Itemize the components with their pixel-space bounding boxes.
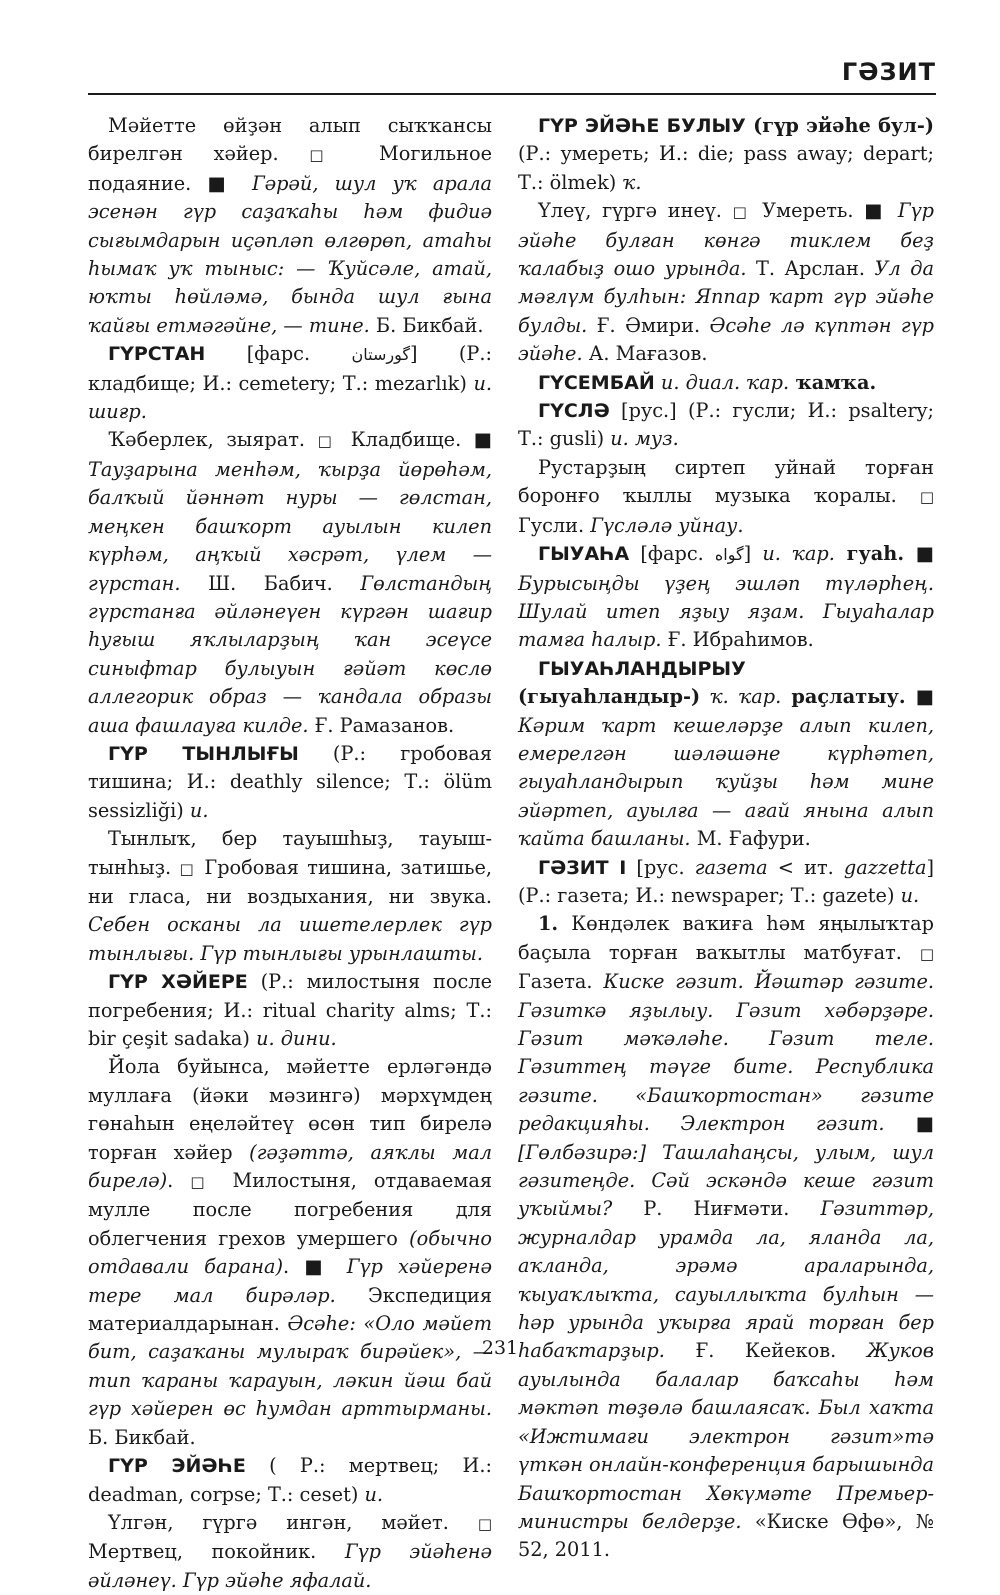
text-run: и. диал. ҡар. <box>654 370 790 394</box>
text-run: Гробовая тишина, затишье, ни гласа, ни воздыхания, ни звука. <box>88 855 492 908</box>
text-run: и. <box>364 1482 384 1506</box>
text-run: Газета. <box>518 970 604 994</box>
text-run: (Р.: милостыня после погребения; И.: ritual charity alms; Т.: bir çeşit sadaka) <box>88 970 492 1050</box>
headword: ГЫУАҺА <box>538 543 630 566</box>
text-run: Киске гәзит. Йәштәр гәзите. Гәзиткә яҙылыу. Гәзит хәбәрҙәре. Гәзит мәҡәләһе. Гәзит теле. Гәзиттең тәүге бите. Республика гәзите. «Башҡортостан» гәзите редакцияһы. Электрон гәзит. <box>518 970 934 1136</box>
running-head: ГӘЗИТ <box>841 58 936 86</box>
text-run: Ҡәберлек, зыярат. <box>108 428 318 452</box>
text-run: и. дини. <box>256 1027 337 1050</box>
dictionary-entry <box>518 540 934 655</box>
marker-icon: ■ <box>473 428 492 452</box>
text-run: и. <box>189 798 209 822</box>
text-run: [рус. <box>626 855 695 879</box>
text-run: и. муз. <box>610 427 679 451</box>
text-run: ] (Р.: газета; И.: newspaper; Т.: gazete) <box>518 855 934 907</box>
text-run: . <box>167 1169 191 1193</box>
text-run: Жуков ауылында балалар баҡсаһы һәм мәктәп төҙөлә башлаясаҡ. Был хаҡта «Ижтимағи электрон гәзит»тә үткән онлайн-конференция барышында Башҡортостан Хөкүмәте Премьер-министры белдерҙе. <box>518 1339 934 1533</box>
text-run: Гүр эйәһенә әйләнеү. Гүр эйәһе яфалай. <box>88 1540 492 1592</box>
entry-paragraph <box>518 910 934 1564</box>
text-run: [рус.] (Р.: гусли; И.: psaltery; Т.: gusli) <box>518 399 934 451</box>
headword: ГҮР ЭЙӘҺЕ БУЛЫУ <box>538 115 746 137</box>
marker-icon: ■ <box>905 685 934 709</box>
text-run: Милостыня, отдаваемая мулле после погребения для облегчения грехов умершего <box>88 1169 492 1250</box>
dictionary-entry <box>518 854 934 911</box>
text-run: Гәрәй, шул уҡ арала эсенән гүр саҙаҡаһы һәм фидиә сығымдарын иҫәпләп өлгөрөп, атаһы һымаҡ уҡ тыныс: — Ҡуйсәле, атай, юҡты һөйләмә, бында шул ғына ҡайғы етмәгәйне, — тине. <box>88 171 492 337</box>
left-column <box>88 112 492 1595</box>
text-run: Гүр хәйеренә тере мал бирәләр. <box>88 1255 493 1307</box>
text-run: ] (Р.: кладбище; И.: cemetery; Т.: mezarlık) <box>88 342 492 395</box>
text-run: گورستان <box>351 345 410 365</box>
text-run: Тынлыҡ, бер тауышһыҙ, тауыш-тынһыҙ. <box>88 827 492 879</box>
text-run: Экспедиция материалдарынан. <box>88 1283 492 1336</box>
text-run: и. <box>900 883 920 907</box>
header-rule <box>88 93 936 95</box>
text-run: Ул да мәғлүм булһын: Яппар ҡарт гүр эйәһе булды. <box>518 257 935 337</box>
text-run: (гүр эйәһе бул-) <box>745 114 934 137</box>
entry-paragraph <box>88 1509 492 1595</box>
dictionary-entry <box>518 397 934 454</box>
text-run: (гыуаһландыр-) <box>518 685 701 709</box>
text-run: Гөлстандың гүрстанға әйләнеүен күргән шағир һуғыш яҡлыларҙың ҡан эсеүсе синыфтар булыуын ғәйәт көслө аллегорик образ — ҡандала образы аша фашлауға килде. <box>88 571 492 737</box>
text-run: گواه <box>714 545 744 565</box>
entry-paragraph <box>88 426 492 739</box>
text-run: Кәрим ҡарт кешеләрҙе алып килеп, емерелгән шәләшәне күрһәтеп, гыуаһландырып ҡуйҙы һәм мине эйәртеп, ауылға — ағай янына алып ҡайта башланы. <box>518 713 934 851</box>
text-run: ҡ. <box>622 170 642 194</box>
text-run: < ит. <box>767 855 844 879</box>
marker-icon: □ <box>919 944 934 963</box>
text-run: (гәҙәттә, аяҡлы мал бирелә) <box>88 1140 492 1193</box>
headword: ГҮР ТЫНЛЫҒЫ <box>108 742 299 765</box>
entry-paragraph <box>88 825 492 968</box>
text-run: А. Мағазов. <box>582 342 708 366</box>
text-run: Ғ. Әмири. <box>587 313 710 337</box>
text-run: [Гөлбәзирә:] Ташлаһаңсы, улым, шул гәзитеңде. Сәй эскәндә кеше гәзит уҡыймы? <box>518 1140 934 1221</box>
text-run: Әсәһе лә күптән гүр эйәһе. <box>518 313 934 366</box>
text-run: [фарс. <box>629 542 715 566</box>
text-run: «Киске Өфө», № 52, 2011. <box>518 1509 935 1562</box>
text-run: Ғ. Кейеков. <box>664 1339 867 1363</box>
text-run: [фарс. <box>205 342 352 366</box>
text-run: Б. Бикбай. <box>88 1425 196 1449</box>
text-run: ҡамҡа. <box>789 370 877 394</box>
text-run: Гүр эйәһе булған көнгә тиклем беҙ ҡалабыҙ ошо урында. <box>518 199 934 281</box>
entry-paragraph <box>88 1053 492 1452</box>
marker-icon: ■ <box>304 1255 332 1279</box>
text-run: Умереть. <box>751 199 865 223</box>
marker-icon: □ <box>309 146 349 165</box>
text-run: гуаһ. <box>834 542 905 566</box>
text-run: и. шиғр. <box>88 371 492 424</box>
text-run: Үлеү, гүргә инеү. <box>538 199 733 223</box>
text-run: ҡ. ҡар. <box>700 685 782 709</box>
marker-icon: ■ <box>904 542 934 566</box>
text-run: Рустарҙың сиртеп уйнай торған боронғо ҡыллы музыка ҡоралы. <box>518 455 934 508</box>
text-run: Б. Бикбай. <box>369 313 484 337</box>
marker-icon: ■ <box>884 1112 934 1136</box>
text-run: gazzetta <box>843 855 927 879</box>
marker-icon: □ <box>179 859 196 878</box>
text-run: (обычно отдавали барана) <box>88 1226 492 1279</box>
headword: ГҮРСТАН <box>108 343 206 366</box>
marker-icon: ■ <box>207 171 236 195</box>
text-run: Үлгән, гүргә ингән, мәйет. <box>108 1510 478 1534</box>
entry-paragraph <box>518 454 934 540</box>
dictionary-entry <box>518 655 934 854</box>
text-run: ] <box>743 542 763 566</box>
text-run: Бурысыңды үҙең эшләп түләрһең. Шулай итеп яҙыу яҙам. Гыуаһалар тамға һалыр. <box>518 571 934 652</box>
marker-icon: □ <box>477 1514 492 1533</box>
text-run: М. Ғафури. <box>690 827 811 851</box>
marker-icon: ■ <box>864 199 888 223</box>
dictionary-entry <box>88 1452 492 1509</box>
dictionary-entry <box>518 369 934 397</box>
text-run: (Р.: гробовая тишина; И.: deathly silence; Т.: ölüm sessizliği) <box>88 741 492 822</box>
text-run: Тауҙарына менһәм, ҡырҙа йөрөһәм, балҡый йәннәт нуры — гөлстан, меңкен башҡорт ауылын килеп күрһәм, аңҡый хәсрәт, үлем — гүрстан. <box>88 457 492 595</box>
page-number: 231 <box>481 1337 519 1359</box>
text-run: и. ҡар. <box>762 542 835 566</box>
text-run: 1. <box>538 912 559 936</box>
text-run: Мәйетте өйҙән алып сыҡҡансы бирелгән хәйер. <box>88 114 492 166</box>
dictionary-entry <box>88 968 492 1053</box>
headword: ГҮСЛӘ <box>538 400 610 423</box>
dictionary-entry <box>88 340 492 426</box>
headword: ГЫУАҺЛАНДЫРЫУ <box>538 657 746 680</box>
text-run: Мертвец, покойник. <box>88 1540 345 1564</box>
text-run: Ғ. Ибраһимов. <box>661 628 814 652</box>
text-run: Р. Ниғмәти. <box>612 1197 821 1221</box>
text-run: Әсәһе: «Оло мәйет бит, саҙаҡаны мулыраҡ бирәйек», — тип ҡараны ҡарауын, ләкин йәш бай гүр хәйерен өс һумдан арттырманы. <box>88 1312 492 1421</box>
marker-icon: □ <box>919 488 934 507</box>
marker-icon: □ <box>190 1173 216 1192</box>
text-run: Кладбище. <box>338 428 474 452</box>
text-run: (Р.: умереть; И.: die; pass away; depart; Т.: ölmek) <box>518 142 934 194</box>
text-run: Себен осканы ла ишетелерлек гүр тынлығы. Гүр тынлығы урынлашты. <box>88 913 492 965</box>
text-run: раҫлатыу. <box>781 685 906 709</box>
text-run: Көндәлек ваҡиға һәм яңылыҡтар баҫыла торған ваҡытлы матбуғат. <box>518 912 934 964</box>
marker-icon: □ <box>317 432 339 451</box>
text-run: Ш. Бабич. <box>180 571 361 595</box>
text-run: Йола буйынса, мәйетте ерләгәндә муллаға (йәки мәзингә) мәрхүмдең гөнаһын еңеләйтеү өсөн тип бирелә торған хәйер <box>88 1055 492 1164</box>
dictionary-entry <box>518 112 934 197</box>
headword: ГӘЗИТ I <box>538 856 627 879</box>
marker-icon: □ <box>732 203 752 222</box>
text-run: Гүсләлә уйнау. <box>590 513 744 537</box>
text-run: Могильное подаяние. <box>88 142 492 195</box>
headword: ГҮСЕМБАЙ <box>538 371 655 394</box>
dictionary-entry <box>88 740 492 825</box>
text-run: Ғ. Рамазанов. <box>308 713 455 737</box>
text-run: Гәзиттәр, журналдар урамда ла, яланда ла, аҡланда, эрәмә араларында, ҡыуаҡлыҡта, сауыллыҡта булһын — һәр урында уҡырға ярай торған бер һабаҡтарҙыр. <box>518 1197 934 1363</box>
headword: ГҮР ХӘЙЕРЕ <box>108 971 248 994</box>
entry-paragraph <box>518 197 934 368</box>
text-run: газета <box>694 855 768 879</box>
headword: ГҮР ЭЙӘҺЕ <box>108 1455 246 1478</box>
text-run: Т. Арслан. <box>746 257 875 281</box>
text-run: . <box>283 1255 305 1279</box>
entry-paragraph <box>88 112 492 340</box>
text-run: ( Р.: мертвец; И.: deadman, corpse; Т.: ceset) <box>88 1454 492 1506</box>
text-run: Гусли. <box>518 513 591 537</box>
